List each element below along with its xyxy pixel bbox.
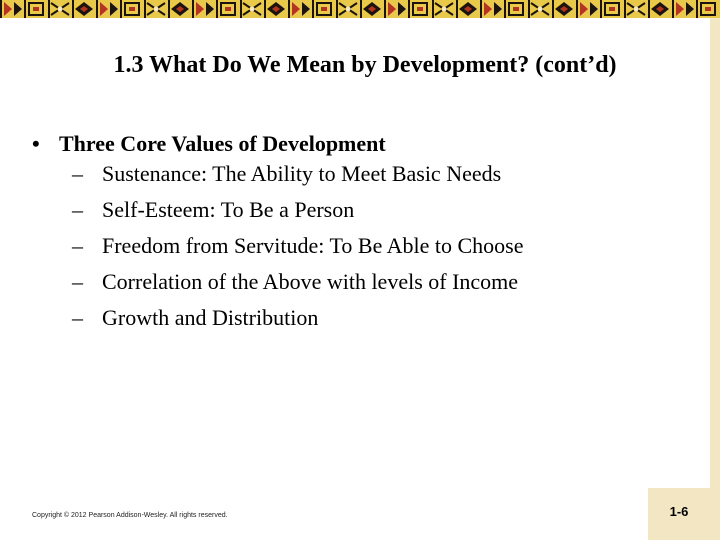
pattern-motif <box>154 7 159 12</box>
pattern-motif <box>240 0 242 18</box>
pattern-motif <box>609 7 615 11</box>
pattern-motif <box>321 7 327 11</box>
pattern-motif <box>600 0 602 18</box>
pattern-motif <box>336 0 338 18</box>
pattern-motif <box>408 0 410 18</box>
sub-item-freedom <box>72 233 524 269</box>
pattern-motif <box>264 0 266 18</box>
pattern-motif <box>456 0 458 18</box>
sub-item-text: Sustenance: The Ability to Meet Basic Needs <box>102 161 502 186</box>
slide-number: 1-6 <box>669 504 689 519</box>
pattern-motif <box>705 7 711 11</box>
pattern-motif <box>528 0 530 18</box>
right-decorative-stripe <box>710 18 720 488</box>
copyright-notice: Copyright © 2012 Pearson Addison-Wesley. All rights reserved. <box>32 512 228 519</box>
pattern-motif <box>360 0 362 18</box>
pattern-icon <box>0 0 720 18</box>
pattern-motif <box>312 0 314 18</box>
dash-icon: – <box>72 233 83 258</box>
sub-item-text: Correlation of the Above with levels of Income <box>102 269 519 294</box>
pattern-motif <box>129 7 135 11</box>
pattern-motif <box>250 7 255 12</box>
pattern-motif <box>552 0 554 18</box>
pattern-motif <box>672 0 674 18</box>
pattern-motif <box>144 0 146 18</box>
pattern-motif <box>96 0 98 18</box>
slide-body <box>32 131 524 341</box>
pattern-motif <box>72 0 74 18</box>
pattern-motif <box>225 7 231 11</box>
pattern-motif <box>120 0 122 18</box>
pattern-motif <box>417 7 423 11</box>
sub-item-sustenance <box>72 161 524 197</box>
bullet-item <box>32 131 524 161</box>
dash-icon: – <box>72 197 83 222</box>
slide-number-tab <box>648 488 720 540</box>
pattern-motif <box>513 7 519 11</box>
sub-item-self-esteem <box>72 197 524 233</box>
pattern-motif <box>624 0 626 18</box>
pattern-motif <box>168 0 170 18</box>
pattern-motif <box>192 0 194 18</box>
sub-item-text: Freedom from Servitude: To Be Able to Choose <box>102 233 524 258</box>
pattern-motif <box>384 0 386 18</box>
pattern-motif <box>538 7 543 12</box>
sub-item-growth <box>72 305 524 341</box>
pattern-motif <box>0 0 2 18</box>
bullet-text: Three Core Values of Development <box>59 131 386 156</box>
pattern-motif <box>648 0 650 18</box>
slide-title: 1.3 What Do We Mean by Development? (cont’d) <box>113 52 617 78</box>
sub-item-text: Growth and Distribution <box>102 305 319 330</box>
pattern-motif <box>24 0 26 18</box>
pattern-motif <box>696 0 698 18</box>
pattern-motif <box>576 0 578 18</box>
sub-item-text: Self-Esteem: To Be a Person <box>102 197 355 222</box>
pattern-motif <box>480 0 482 18</box>
dash-icon: – <box>72 269 83 294</box>
pattern-motif <box>346 7 351 12</box>
bullet-icon: • <box>32 131 40 156</box>
dash-icon: – <box>72 305 83 330</box>
pattern-motif <box>634 7 639 12</box>
pattern-motif <box>216 0 218 18</box>
pattern-motif <box>33 7 39 11</box>
dash-icon: – <box>72 161 83 186</box>
pattern-motif <box>288 0 290 18</box>
pattern-motif <box>504 0 506 18</box>
pattern-motif <box>48 0 50 18</box>
pattern-motif <box>432 0 434 18</box>
pattern-motif <box>58 7 63 12</box>
pattern-motif <box>442 7 447 12</box>
sub-item-correlation <box>72 269 524 305</box>
decorative-pattern-band <box>0 0 720 18</box>
